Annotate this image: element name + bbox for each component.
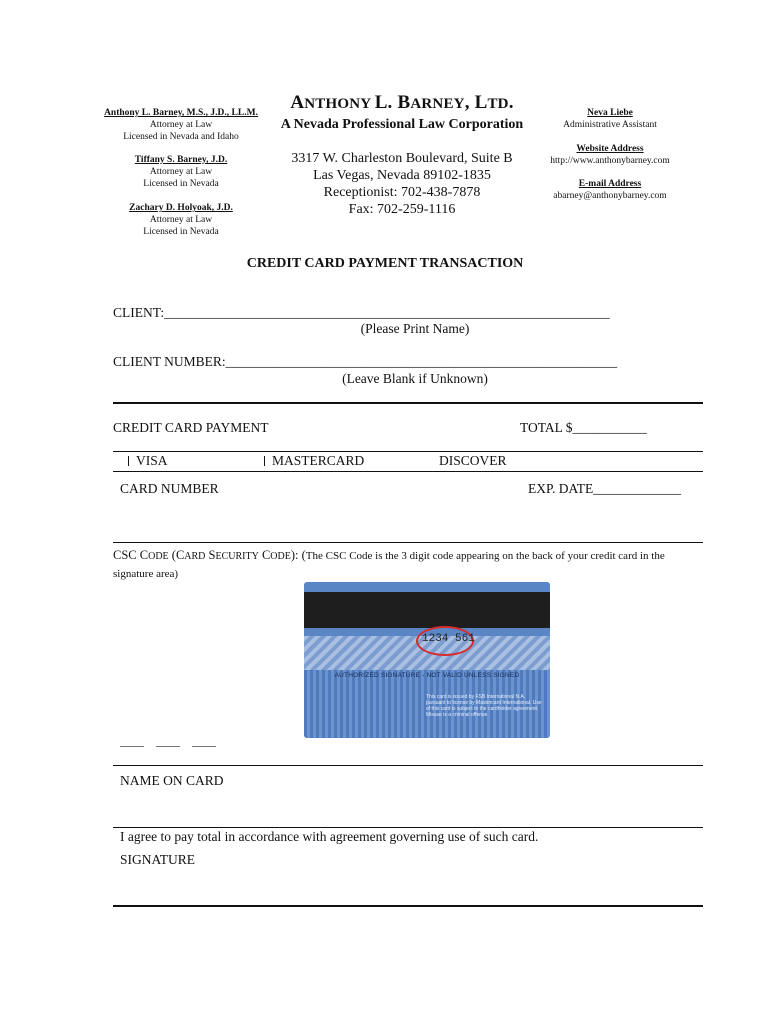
signature-line[interactable] bbox=[113, 905, 703, 907]
website-link[interactable]: http://www.anthonybarney.com bbox=[550, 156, 670, 166]
staff-block bbox=[540, 107, 680, 131]
firm-title: ANTHONY L. BARNEY, LTD. bbox=[290, 92, 514, 113]
signature-notice: AUTHORIZED SIGNATURE - NOT VALID UNLESS SIGNED bbox=[334, 672, 520, 679]
divider bbox=[113, 471, 703, 472]
email-block bbox=[540, 178, 680, 202]
csc-note: The CSC Code is the 3 digit code appearing on the back of your credit card in the signature area) bbox=[113, 550, 665, 580]
total-field[interactable]: TOTAL $___________ bbox=[520, 420, 647, 435]
magnetic-stripe bbox=[304, 592, 550, 628]
checkbox-icon[interactable] bbox=[128, 456, 129, 466]
name-on-card-label[interactable]: NAME ON CARD bbox=[120, 773, 224, 788]
attorney-license: Licensed in Nevada bbox=[143, 179, 219, 189]
receptionist-phone: Receptionist: 702-438-7878 bbox=[323, 185, 481, 200]
divider bbox=[113, 542, 703, 543]
agreement-text: I agree to pay total in accordance with agreement governing use of such card. bbox=[120, 829, 539, 844]
client-number-field[interactable]: CLIENT NUMBER:__________________________________________________________ bbox=[113, 354, 618, 369]
address-line-1: 3317 W. Charleston Boulevard, Suite B bbox=[291, 151, 513, 166]
card-fine-print: This card is issued by FSB International N.A. pursuant to license by Mastercard International. Use of this card is subject to the cardholder agreement. Misuse is a criminal offense. bbox=[426, 694, 542, 718]
signature-label[interactable]: SIGNATURE bbox=[120, 852, 196, 867]
attorney-title: Attorney at Law bbox=[149, 167, 213, 177]
attorney-name: Anthony L. Barney, M.S., J.D., LL.M. bbox=[104, 108, 258, 118]
divider bbox=[113, 765, 703, 766]
attorney-title: Attorney at Law bbox=[149, 120, 213, 130]
staff-title: Administrative Assistant bbox=[563, 120, 657, 130]
card-number-label[interactable]: CARD NUMBER bbox=[120, 481, 219, 496]
mastercard-option[interactable] bbox=[264, 453, 364, 469]
website-block bbox=[540, 143, 680, 167]
attorney-name: Zachary D. Holyoak, J.D. bbox=[129, 203, 233, 213]
visa-option[interactable] bbox=[128, 453, 168, 469]
website-label: Website Address bbox=[576, 144, 644, 154]
attorney-title: Attorney at Law bbox=[149, 215, 213, 225]
credit-card-payment-label: CREDIT CARD PAYMENT bbox=[113, 420, 269, 435]
csc-example-code: 1234 561 bbox=[422, 633, 475, 645]
attorney-block-2 bbox=[96, 154, 266, 190]
address-line-2: Las Vegas, Nevada 89102-1835 bbox=[313, 168, 491, 183]
discover-option[interactable] bbox=[439, 453, 507, 469]
attorney-block-3 bbox=[96, 202, 266, 238]
mastercard-label: MASTERCARD bbox=[272, 453, 365, 468]
client-number-hint: (Leave Blank if Unknown) bbox=[342, 371, 488, 386]
client-name-hint: (Please Print Name) bbox=[360, 321, 470, 336]
visa-label: VISA bbox=[136, 453, 168, 468]
email-label: E-mail Address bbox=[578, 179, 642, 189]
csc-description: CSC CODE (CARD SECURITY CODE): (The CSC Code is the 3 digit code appearing on the back of your credit card in the signature area) bbox=[113, 548, 665, 580]
divider bbox=[113, 451, 703, 452]
staff-name: Neva Liebe bbox=[587, 108, 633, 118]
form-heading: CREDIT CARD PAYMENT TRANSACTION bbox=[246, 256, 524, 271]
attorney-license: Licensed in Nevada bbox=[143, 227, 219, 237]
attorney-license: Licensed in Nevada and Idaho bbox=[123, 132, 239, 142]
discover-label: DISCOVER bbox=[439, 453, 507, 468]
firm-address bbox=[270, 150, 534, 218]
credit-card-back-image bbox=[304, 582, 550, 738]
section-divider bbox=[113, 402, 703, 404]
divider bbox=[113, 827, 703, 828]
attorney-block-1 bbox=[96, 107, 266, 143]
email-link[interactable]: abarney@anthonybarney.com bbox=[553, 191, 667, 201]
firm-subtitle: A Nevada Professional Law Corporation bbox=[280, 117, 524, 132]
csc-entry-blanks[interactable]: ____ ____ ____ bbox=[120, 734, 216, 748]
attorney-name: Tiffany S. Barney, J.D. bbox=[134, 155, 228, 165]
fax-number: Fax: 702-259-1116 bbox=[348, 202, 456, 217]
client-name-field[interactable]: CLIENT:__________________________________________________________________ bbox=[113, 305, 610, 320]
exp-date-field[interactable]: EXP. DATE_____________ bbox=[528, 481, 682, 496]
checkbox-icon[interactable] bbox=[264, 456, 265, 466]
